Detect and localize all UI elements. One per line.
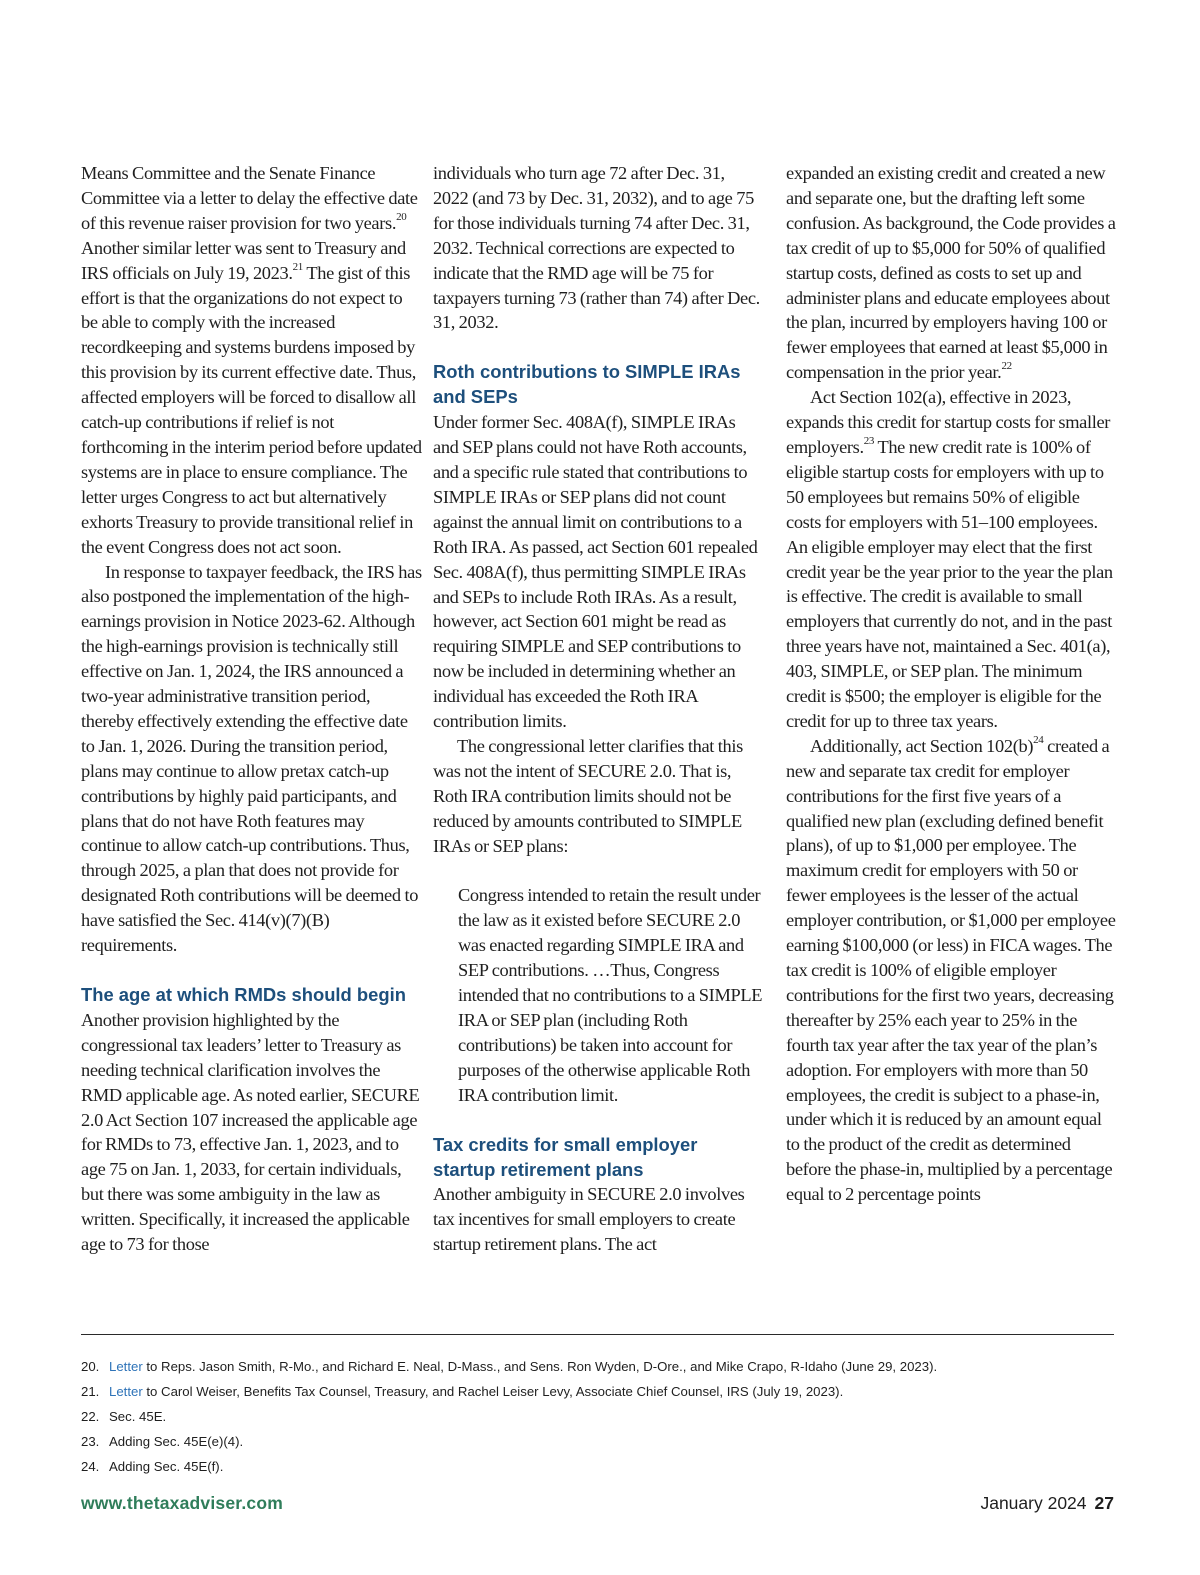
footnotes: [81, 1357, 1114, 1482]
footnote: [81, 1457, 1114, 1482]
footnote-text: Sec. 45E.: [109, 1409, 167, 1424]
paragraph: Another ambiguity in SECURE 2.0 involves tax incentives for small employers to create startup retirement plans. The act: [433, 1184, 745, 1255]
footnote-ref[interactable]: 20: [396, 211, 407, 224]
footnote-text: Adding Sec. 45E(f).: [109, 1459, 224, 1474]
issue-date: January 2024: [980, 1493, 1087, 1513]
footnote: [81, 1407, 1114, 1432]
footnote-number: 20.: [81, 1359, 100, 1374]
footnote-number: 21.: [81, 1384, 100, 1399]
footnote-text: to Carol Weiser, Benefits Tax Counsel, Treasury, and Rachel Leiser Levy, Associate Chief Counsel, IRS (July 19, 2023).: [142, 1384, 844, 1399]
paragraph: expanded an existing credit and created a new and separate one, but the drafting left some confusion. As background, the Code provides a tax credit of up to $5,000 for 50% of qualified startup costs, defined as costs to set up and administer plans and educate employees about the plan, incurred by employers having 100 or fewer employees that earned at least $5,000 in compensation in the prior year.$^{22}$: [786, 163, 1116, 383]
footnote-number: 23.: [81, 1434, 100, 1449]
paragraph: Additionally, act Section $102(b)^{24}$ created a new and separate tax credit for employer contributions for the first five years of a qualified new plan (excluding defined benefit plans), of up to $1,000 per employee. The maximum credit for employers with 50 or fewer employees is the lesser of the actual employer contribution, or $1,000 per employee earning $100,000 (or less) in FICA wages. The tax credit is 100% of eligible employer contributions for the first two years, decreasing thereafter by 25% each year to 25% in the fourth tax year after the tax year of the plan’s adoption. For employers with more than 50 employees, the credit is subject to a phase-in, under which it is reduced by an amount equal to the product of the credit as determined before the phase-in, multiplied by a percentage equal to 2 percentage points: [786, 734, 1116, 1205]
footnote-number: 24.: [81, 1459, 100, 1474]
footnote-ref[interactable]: 23: [863, 435, 875, 448]
page-number: 27: [1094, 1493, 1114, 1513]
footnote-ref[interactable]: 24: [1033, 734, 1044, 747]
article-column-3: [786, 161, 1118, 1207]
website-link[interactable]: www.thetaxadviser.com: [81, 1493, 283, 1513]
footnote-number: 22.: [81, 1409, 100, 1424]
footnote: [81, 1382, 1114, 1407]
section-heading: The age at which RMDs should begin: [81, 984, 406, 1005]
footnote-letter-link[interactable]: Letter: [109, 1384, 143, 1399]
paragraph: Act Section 102(a), effective in 2023, expands this credit for startup costs for smaller employers.$^{23}$ The new credit rate is 100% of eligible startup costs for employers with up to 50 employees but remains 50% of eligible costs for employers with 51–100 employees. An eligible employer may elect that the first credit year be the year prior to the year the plan is effective. The credit is available to small employers that currently do not, and in the past three years have not, maintained a Sec. 401(a), 403, SIMPLE, or SEP plan. The minimum credit is $500; the employer is eligible for the credit for up to three tax years.: [786, 387, 1113, 731]
footnote-ref[interactable]: 22: [1001, 360, 1012, 373]
paragraph: Means Committee and the Senate Finance Committee via a letter to delay the effective date of this revenue raiser provision for two years.$^{20}$ Another similar letter was sent to Treasury and IRS officials on July 19, 2023.21 The gist of this effort is that the organizations do not expect to be able to comply with the increased recordkeeping and systems burdens imposed by this provision by its current effective date. Thus, affected employers will be forced to disallow all catch-up contributions if relief is not forthcoming in the interim period before updated systems are in place to ensure compliance. The letter urges Congress to act but alternatively exhorts Treasury to provide transitional relief in the event Congress does not act soon.: [81, 163, 422, 557]
section-heading: Tax credits for small employer startup retirement plans: [433, 1133, 698, 1180]
article-column-1: [81, 161, 422, 1257]
footnote-text: to Reps. Jason Smith, R-Mo., and Richard E. Neal, D-Mass., and Sens. Ron Wyden, D-Ore., and Mike Crapo, R-Idaho (June 29, 2023).: [142, 1359, 938, 1374]
paragraph: In response to taxpayer feedback, the IRS has also postponed the implementation of the high-earnings provision in Notice 2023-62. Although the high-earnings provision is technically still effective on Jan. 1, 2024, the IRS announced a two-year administrative transition period, thereby effectively extending the effective date to Jan. 1, 2026. During the transition period, plans may continue to allow pretax catch-up contributions by highly paid participants, and plans that do not have Roth features may continue to allow catch-up contributions. Thus, through 2025, a plan that does not provide for designated Roth contributions will be deemed to have satisfied the Sec. 414(v)(7)(B) requirements.: [81, 561, 422, 956]
paragraph: The congressional letter clarifies that this was not the intent of SECURE 2.0. That is, Roth IRA contribution limits should not be reduced by amounts contributed to SIMPLE IRAs or SEP plans:: [433, 735, 743, 856]
footnote: [81, 1432, 1114, 1457]
paragraph: Under former Sec. 408A(f), SIMPLE IRAs and SEP plans could not have Roth accounts, and a specific rule stated that contributions to SIMPLE IRAs or SEP plans did not count against the annual limit on contributions to a Roth IRA. As passed, act Section 601 repealed Sec. 408A(f), thus permitting SIMPLE IRAs and SEPs to include Roth IRAs. As a result, however, act Section 601 might be read as requiring SIMPLE and SEP contributions to now be included in determining whether an individual has exceeded the Roth IRA contribution limits.: [433, 412, 758, 732]
section-heading: Roth contributions to SIMPLE IRAs and SEPs: [433, 361, 741, 408]
footnote-letter-link[interactable]: Letter: [109, 1359, 143, 1374]
footnote-text: Adding Sec. 45E(e)(4).: [109, 1434, 244, 1449]
paragraph: individuals who turn age 72 after Dec. 31, 2022 (and 73 by Dec. 31, 2032), and to age 75 for those individuals turning 74 after Dec. 31, 2032. Technical corrections are expected to indicate that the RMD age will be 75 for taxpayers turning 73 (rather than 74) after Dec. 31, 2032.: [433, 163, 760, 333]
issue-info: [980, 1493, 1114, 1514]
footnote-ref[interactable]: 21: [292, 260, 303, 273]
paragraph: Another provision highlighted by the congressional tax leaders’ letter to Treasury as needing technical clarification involves the RMD applicable age. As noted earlier, SECURE 2.0 Act Section 107 increased the applicable age for RMDs to 73, effective Jan. 1, 2023, and to age 75 on Jan. 1, 2033, for certain individuals, but there was some ambiguity in the law as written. Specifically, it increased the applicable age to 73 for those: [81, 1009, 420, 1255]
block-quote: Congress intended to retain the result under the law as it existed before SECURE 2.0 was enacted regarding SIMPLE IRA and SEP contributions. …Thus, Congress intended that no contributions to a SIMPLE IRA or SEP plan (including Roth contributions) be taken into account for purposes of the otherwise applicable Roth IRA contribution limit.: [458, 885, 763, 1105]
article-column-2: [433, 161, 763, 1257]
footnote-divider: [81, 1334, 1114, 1335]
footnote: [81, 1357, 1114, 1382]
